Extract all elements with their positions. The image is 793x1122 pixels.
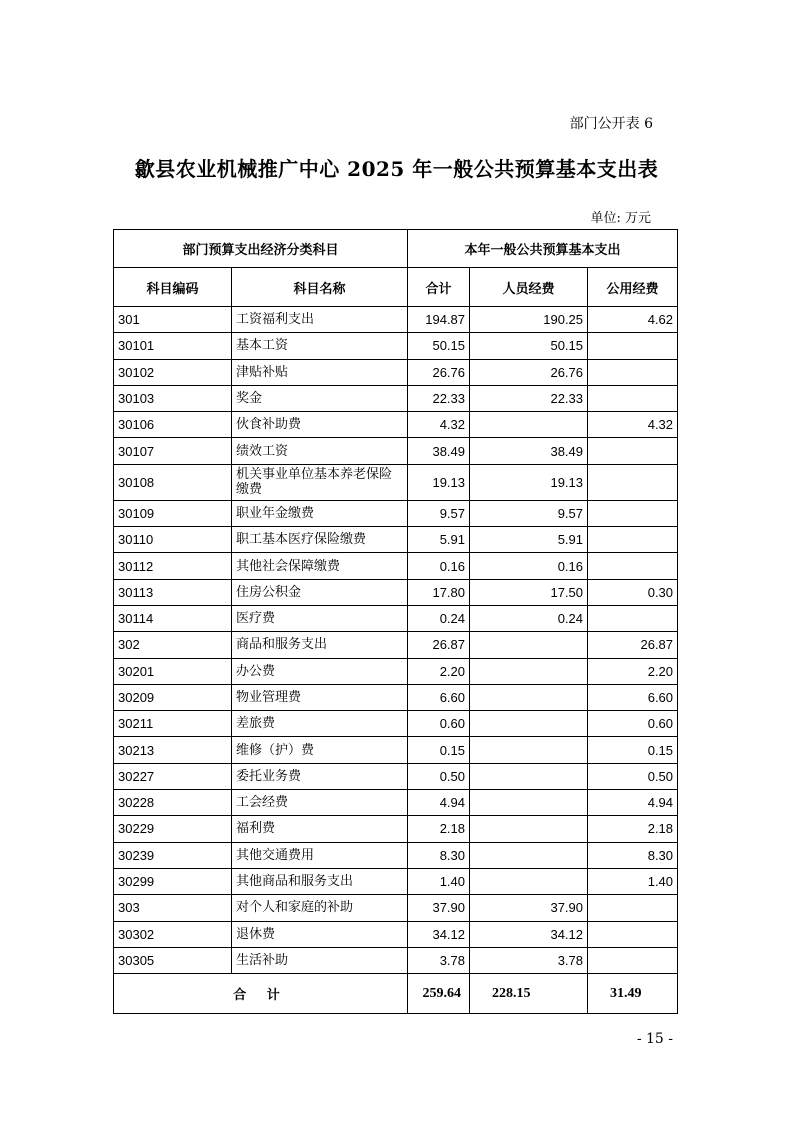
row-code: 30299 [114, 868, 232, 894]
row-total: 194.87 [408, 307, 470, 333]
table-row [114, 333, 678, 359]
row-name: 物业管理费 [232, 684, 408, 710]
row-personnel: 9.57 [470, 500, 588, 526]
row-name: 委托业务费 [232, 763, 408, 789]
row-personnel: 34.12 [470, 921, 588, 947]
table-row [114, 816, 678, 842]
row-code: 30239 [114, 842, 232, 868]
table-row [114, 605, 678, 631]
row-name: 商品和服务支出 [232, 632, 408, 658]
unit-label: 单位: 万元 [590, 211, 651, 226]
row-public: 4.62 [588, 307, 678, 333]
row-public: 1.40 [588, 868, 678, 894]
row-personnel [470, 790, 588, 816]
row-total: 22.33 [408, 385, 470, 411]
row-code: 30305 [114, 947, 232, 973]
row-name: 对个人和家庭的补助 [232, 895, 408, 921]
row-personnel: 19.13 [470, 464, 588, 500]
row-total: 19.13 [408, 464, 470, 500]
row-public: 0.60 [588, 711, 678, 737]
row-name: 差旅费 [232, 711, 408, 737]
row-total: 4.32 [408, 412, 470, 438]
row-code: 30101 [114, 333, 232, 359]
row-code: 30209 [114, 684, 232, 710]
total-public: 31.49 [588, 974, 678, 1014]
row-total: 34.12 [408, 921, 470, 947]
total-row [114, 974, 678, 1014]
row-name: 其他社会保障缴费 [232, 553, 408, 579]
row-name: 生活补助 [232, 947, 408, 973]
row-personnel: 26.76 [470, 359, 588, 385]
row-name: 工会经费 [232, 790, 408, 816]
row-total: 17.80 [408, 579, 470, 605]
table-row [114, 658, 678, 684]
row-total: 37.90 [408, 895, 470, 921]
row-personnel: 0.24 [470, 605, 588, 631]
table-row [114, 737, 678, 763]
row-personnel [470, 412, 588, 438]
row-public [588, 921, 678, 947]
row-total: 0.24 [408, 605, 470, 631]
form-number: 部门公开表 6 [569, 116, 653, 132]
row-code: 30109 [114, 500, 232, 526]
table-row [114, 307, 678, 333]
row-public [588, 464, 678, 500]
row-total: 6.60 [408, 684, 470, 710]
row-personnel: 5.91 [470, 527, 588, 553]
row-public: 4.94 [588, 790, 678, 816]
row-name: 基本工资 [232, 333, 408, 359]
row-total: 26.87 [408, 632, 470, 658]
row-total: 8.30 [408, 842, 470, 868]
row-code: 30108 [114, 464, 232, 500]
header-row-columns [114, 268, 678, 307]
row-public: 0.50 [588, 763, 678, 789]
row-total: 0.60 [408, 711, 470, 737]
row-name: 维修（护）费 [232, 737, 408, 763]
row-code: 30106 [114, 412, 232, 438]
table-row [114, 790, 678, 816]
row-public [588, 385, 678, 411]
table-row [114, 711, 678, 737]
row-code: 30113 [114, 579, 232, 605]
row-total: 1.40 [408, 868, 470, 894]
row-code: 30211 [114, 711, 232, 737]
row-personnel [470, 763, 588, 789]
table-row [114, 527, 678, 553]
row-public [588, 947, 678, 973]
row-total: 5.91 [408, 527, 470, 553]
row-personnel: 22.33 [470, 385, 588, 411]
row-code: 30107 [114, 438, 232, 464]
row-personnel [470, 658, 588, 684]
row-personnel: 3.78 [470, 947, 588, 973]
header-personnel: 人员经费 [470, 268, 588, 307]
row-code: 30213 [114, 737, 232, 763]
row-name: 其他商品和服务支出 [232, 868, 408, 894]
row-code: 30227 [114, 763, 232, 789]
row-name: 办公费 [232, 658, 408, 684]
row-name: 福利费 [232, 816, 408, 842]
row-code: 30229 [114, 816, 232, 842]
row-name: 绩效工资 [232, 438, 408, 464]
row-personnel: 190.25 [470, 307, 588, 333]
row-personnel [470, 711, 588, 737]
row-personnel: 37.90 [470, 895, 588, 921]
row-name: 退休费 [232, 921, 408, 947]
row-code: 30201 [114, 658, 232, 684]
total-sum: 259.64 [408, 974, 470, 1014]
row-personnel: 17.50 [470, 579, 588, 605]
table-row [114, 385, 678, 411]
row-public [588, 359, 678, 385]
row-name: 奖金 [232, 385, 408, 411]
row-total: 50.15 [408, 333, 470, 359]
header-group-left: 部门预算支出经济分类科目 [114, 230, 408, 268]
row-public: 8.30 [588, 842, 678, 868]
row-public [588, 895, 678, 921]
row-personnel: 50.15 [470, 333, 588, 359]
row-total: 2.20 [408, 658, 470, 684]
header-group-right: 本年一般公共预算基本支出 [408, 230, 678, 268]
row-total: 38.49 [408, 438, 470, 464]
row-total: 0.16 [408, 553, 470, 579]
table-row [114, 500, 678, 526]
row-name: 住房公积金 [232, 579, 408, 605]
row-total: 0.50 [408, 763, 470, 789]
table-row [114, 842, 678, 868]
row-personnel [470, 842, 588, 868]
row-personnel [470, 684, 588, 710]
header-row-group [114, 230, 678, 268]
header-name: 科目名称 [232, 268, 408, 307]
row-name: 其他交通费用 [232, 842, 408, 868]
row-name: 伙食补助费 [232, 412, 408, 438]
row-personnel: 0.16 [470, 553, 588, 579]
page-title: 歙县农业机械推广中心 2025 年一般公共预算基本支出表 [134, 157, 659, 181]
table-row [114, 412, 678, 438]
row-code: 30112 [114, 553, 232, 579]
row-public [588, 333, 678, 359]
row-public: 4.32 [588, 412, 678, 438]
header-code: 科目编码 [114, 268, 232, 307]
row-public: 2.20 [588, 658, 678, 684]
row-personnel [470, 737, 588, 763]
row-code: 303 [114, 895, 232, 921]
table-row [114, 947, 678, 973]
row-total: 26.76 [408, 359, 470, 385]
row-code: 301 [114, 307, 232, 333]
row-public: 6.60 [588, 684, 678, 710]
row-name: 职工基本医疗保险缴费 [232, 527, 408, 553]
table-row [114, 763, 678, 789]
row-name: 工资福利支出 [232, 307, 408, 333]
row-public [588, 553, 678, 579]
row-public [588, 500, 678, 526]
row-code: 30102 [114, 359, 232, 385]
row-name: 机关事业单位基本养老保险缴费 [232, 464, 408, 500]
row-code: 30228 [114, 790, 232, 816]
header-public: 公用经费 [588, 268, 678, 307]
table-row [114, 553, 678, 579]
table-body [114, 307, 678, 974]
row-personnel: 38.49 [470, 438, 588, 464]
row-total: 2.18 [408, 816, 470, 842]
row-code: 302 [114, 632, 232, 658]
row-total: 0.15 [408, 737, 470, 763]
row-total: 4.94 [408, 790, 470, 816]
table-row [114, 632, 678, 658]
total-personnel: 228.15 [470, 974, 588, 1014]
table-row [114, 464, 678, 500]
row-name: 津贴补贴 [232, 359, 408, 385]
row-public: 0.15 [588, 737, 678, 763]
table-row [114, 921, 678, 947]
row-public: 26.87 [588, 632, 678, 658]
table-row [114, 438, 678, 464]
row-public [588, 438, 678, 464]
row-public [588, 527, 678, 553]
row-total: 9.57 [408, 500, 470, 526]
row-total: 3.78 [408, 947, 470, 973]
page-number: - 15 - [636, 1031, 673, 1047]
row-code: 30302 [114, 921, 232, 947]
row-code: 30110 [114, 527, 232, 553]
row-name: 职业年金缴费 [232, 500, 408, 526]
row-personnel [470, 868, 588, 894]
row-public [588, 605, 678, 631]
row-code: 30103 [114, 385, 232, 411]
header-total: 合计 [408, 268, 470, 307]
budget-table [113, 229, 678, 1014]
table-row [114, 684, 678, 710]
row-name: 医疗费 [232, 605, 408, 631]
row-personnel [470, 816, 588, 842]
row-public: 2.18 [588, 816, 678, 842]
row-code: 30114 [114, 605, 232, 631]
row-public: 0.30 [588, 579, 678, 605]
total-label: 合 计 [114, 974, 408, 1014]
table-row [114, 868, 678, 894]
table-row [114, 579, 678, 605]
table-row [114, 359, 678, 385]
table-row [114, 895, 678, 921]
row-personnel [470, 632, 588, 658]
